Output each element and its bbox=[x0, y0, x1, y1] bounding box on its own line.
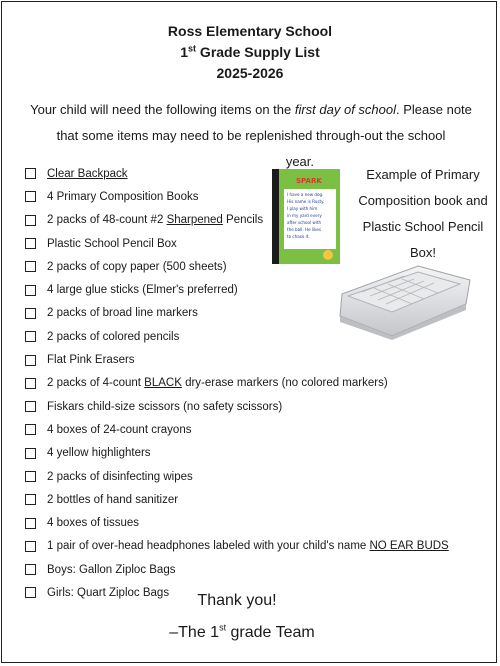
item-text: 4 large glue sticks (Elmer's preferred) bbox=[47, 284, 238, 297]
item-text: 4 yellow highlighters bbox=[47, 447, 151, 460]
item-text: Flat Pink Erasers bbox=[47, 354, 135, 367]
checkbox-icon bbox=[25, 401, 36, 412]
item-text: 2 packs of copy paper (500 sheets) bbox=[47, 260, 227, 273]
document-header bbox=[2, 21, 498, 84]
svg-text:in my yard every: in my yard every bbox=[287, 213, 322, 218]
checkbox-icon bbox=[25, 308, 36, 319]
signature-line bbox=[132, 624, 352, 642]
list-item bbox=[25, 442, 449, 465]
intro-text-1: Your child will need the following items on the bbox=[30, 102, 295, 117]
item-text: 2 packs of colored pencils bbox=[47, 330, 180, 343]
svg-text:to chase it.: to chase it. bbox=[287, 234, 310, 239]
grade-number: 1 bbox=[180, 44, 189, 60]
item-text-part: 1 pair of over-head headphones labeled with your child's name bbox=[47, 540, 370, 553]
checkbox-icon bbox=[25, 378, 36, 389]
list-item bbox=[25, 535, 449, 558]
list-title bbox=[2, 42, 498, 63]
intro-text-3: year. bbox=[285, 154, 314, 169]
school-year: 2025-2026 bbox=[216, 65, 284, 81]
item-text bbox=[47, 540, 449, 552]
item-text: Plastic School Pencil Box bbox=[47, 237, 177, 250]
item-text: Fiskars child-size scissors (no safety scissors) bbox=[47, 400, 283, 413]
item-text: 2 packs of disinfecting wipes bbox=[47, 470, 193, 483]
checkbox-icon bbox=[25, 424, 36, 435]
checkbox-icon bbox=[25, 564, 36, 575]
item-text: 4 boxes of 24-count crayons bbox=[47, 423, 192, 436]
intro-text-2: . Please note that some items may need to be replenished through-out the school bbox=[56, 102, 472, 143]
checkbox-icon bbox=[25, 191, 36, 202]
item-text bbox=[47, 377, 388, 389]
item-text-part: dry-erase markers (no colored markers) bbox=[181, 377, 388, 390]
list-item bbox=[25, 348, 449, 371]
checkbox-icon bbox=[25, 518, 36, 529]
item-text: Boys: Gallon Ziploc Bags bbox=[47, 563, 176, 576]
svg-text:I have a new dog.: I have a new dog. bbox=[287, 192, 324, 197]
checkbox-icon bbox=[25, 238, 36, 249]
list-item bbox=[25, 511, 449, 534]
pencil-box-image bbox=[334, 264, 474, 340]
checkbox-icon bbox=[25, 355, 36, 366]
svg-text:after school with: after school with bbox=[287, 220, 322, 225]
item-text: 4 Primary Composition Books bbox=[47, 190, 199, 203]
svg-text:His name is Rusty.: His name is Rusty. bbox=[287, 199, 325, 204]
signature-suffix: st bbox=[219, 622, 227, 633]
checkbox-icon bbox=[25, 215, 36, 226]
item-text-part: 2 packs of 48-count #2 bbox=[47, 214, 167, 227]
checkbox-icon bbox=[25, 261, 36, 272]
checkbox-icon bbox=[25, 541, 36, 552]
intro-emphasis: first day of school bbox=[294, 102, 396, 117]
list-item bbox=[25, 558, 449, 581]
checkbox-icon bbox=[25, 331, 36, 342]
item-text-part: 2 packs of 4-count bbox=[47, 377, 145, 390]
school-name: Ross Elementary School bbox=[167, 23, 333, 39]
item-text: 4 boxes of tissues bbox=[47, 517, 140, 530]
item-text-underlined: NO EAR BUDS bbox=[369, 540, 449, 553]
checkbox-icon bbox=[25, 587, 36, 598]
document-page bbox=[1, 1, 497, 663]
item-text: Clear Backpack bbox=[47, 167, 128, 180]
list-item bbox=[25, 418, 449, 441]
item-text-part: Pencils bbox=[222, 214, 264, 227]
signature-text: –The 1 bbox=[169, 624, 220, 641]
svg-text:the ball. He likes: the ball. He likes bbox=[287, 227, 322, 232]
checkbox-icon bbox=[25, 285, 36, 296]
composition-book-image bbox=[272, 169, 340, 264]
item-text-underlined: Sharpened bbox=[166, 214, 223, 227]
list-item bbox=[25, 395, 449, 418]
list-item bbox=[25, 465, 449, 488]
checkbox-icon bbox=[25, 494, 36, 505]
checkbox-icon bbox=[25, 448, 36, 459]
book-logo: SPARK bbox=[296, 177, 322, 185]
item-text bbox=[47, 214, 263, 226]
list-title-text: Grade Supply List bbox=[196, 44, 320, 60]
thank-you-note: Thank you! bbox=[197, 592, 277, 609]
signature-text-2: grade Team bbox=[226, 624, 315, 641]
item-text: Girls: Quart Ziploc Bags bbox=[47, 586, 170, 599]
list-item bbox=[25, 488, 449, 511]
list-item bbox=[25, 372, 449, 395]
image-caption: Example of Primary Composition book and Plastic School Pencil Box! bbox=[358, 167, 488, 260]
grade-suffix: st bbox=[188, 43, 197, 54]
svg-text:I play with him: I play with him bbox=[287, 206, 318, 211]
item-text: 2 bottles of hand sanitizer bbox=[47, 493, 179, 506]
book-cover-lines bbox=[287, 192, 324, 239]
item-text-underlined: BLACK bbox=[144, 377, 182, 390]
checkbox-icon bbox=[25, 471, 36, 482]
item-text: 2 packs of broad line markers bbox=[47, 307, 198, 320]
checkbox-icon bbox=[25, 168, 36, 179]
